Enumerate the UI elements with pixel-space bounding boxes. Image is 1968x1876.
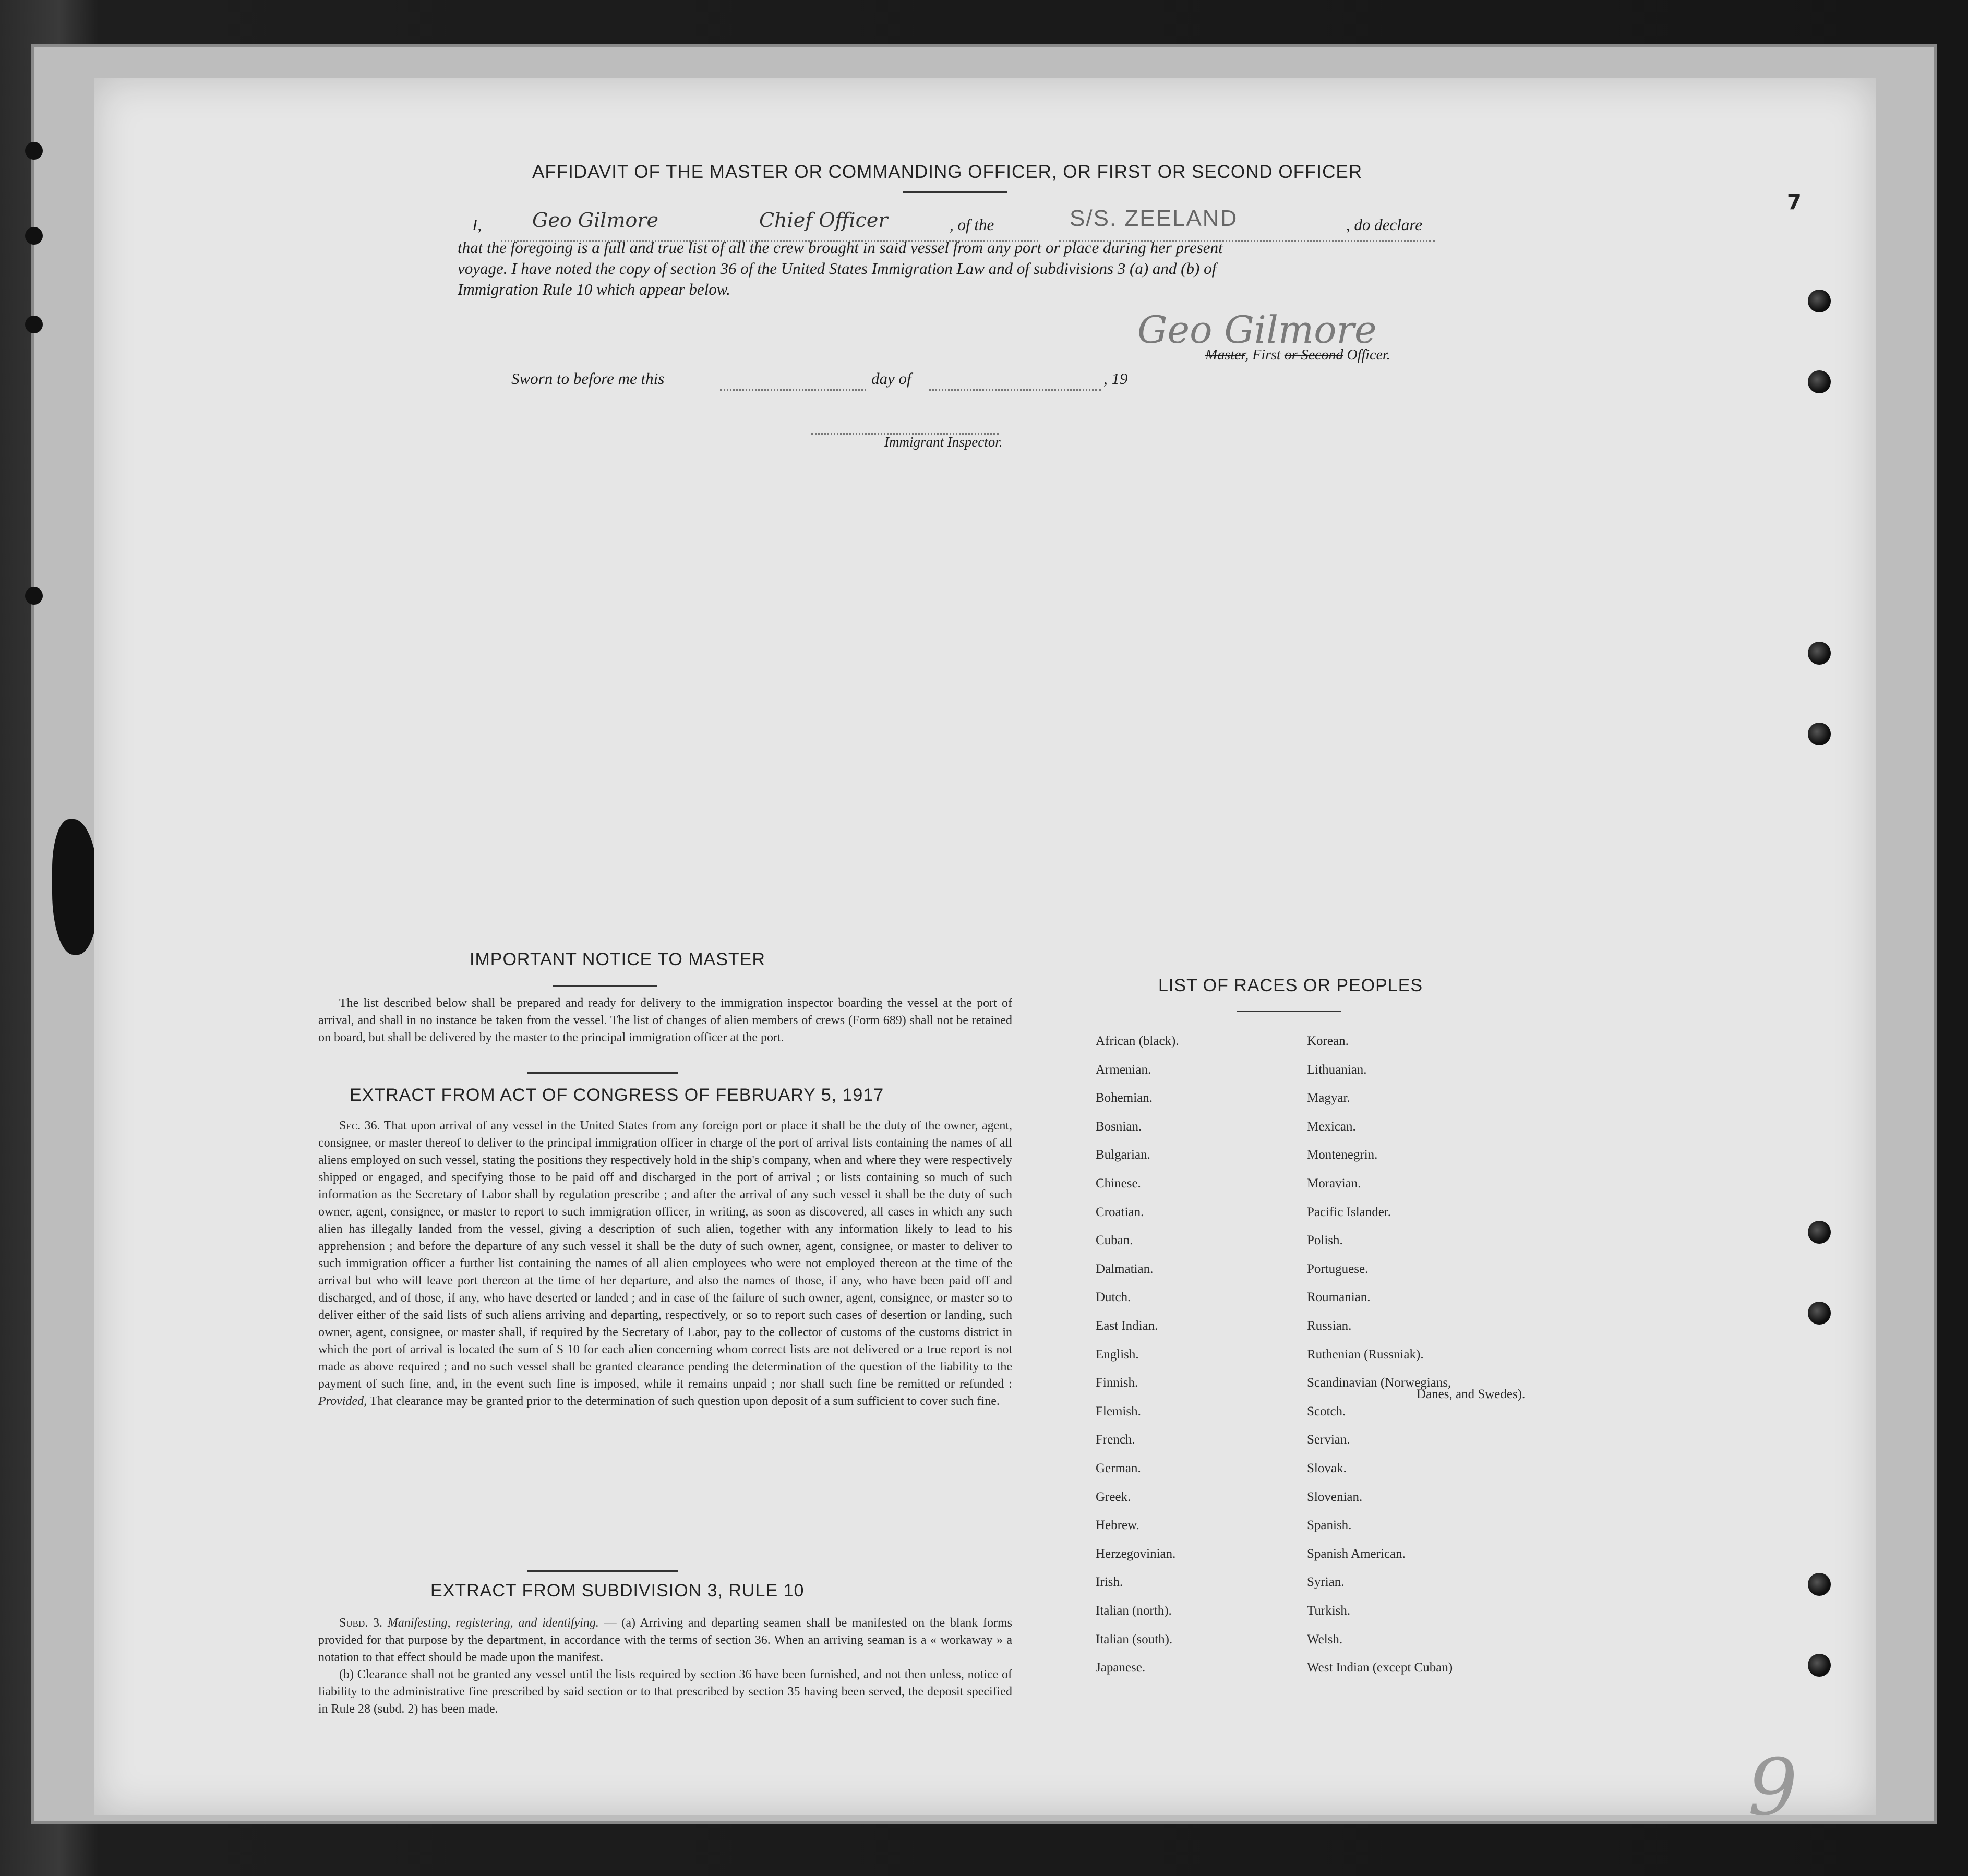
race-item: Slovenian. (1307, 1489, 1363, 1504)
declaration-line: Immigration Rule 10 which appear below. (458, 280, 730, 298)
declarant-prefix: I, (472, 215, 482, 234)
race-item: Russian. (1307, 1319, 1352, 1333)
binder-hole (1808, 1573, 1831, 1596)
race-item: Chinese. (1096, 1176, 1141, 1190)
races-rule (1237, 1011, 1341, 1012)
day-of-label: day of (871, 369, 911, 388)
rule-extract-title: EXTRACT FROM SUBDIVISION 3, RULE 10 (430, 1581, 805, 1601)
caption-first: , First (1245, 347, 1281, 363)
race-item: Scotch. (1307, 1404, 1346, 1418)
rule-para-b (318, 1666, 1012, 1718)
officer-signature: Geo Gilmore (1137, 308, 1377, 352)
vessel-name-stamp: S/S. ZEELAND (1070, 206, 1238, 231)
declaration-body (458, 237, 1579, 300)
race-item: English. (1096, 1347, 1139, 1362)
act-body: That upon arrival of any vessel in the United States from any foreign port or place it shall be the duty of the owner, agent, consignee, or master thereof to deliver to the principal immigration officer in charge of the port of arrival lists containing the names of all aliens employed on such vessel, stating the positions they respectively hold in the ship's company, when and where they were respectively shipped or engaged, and specifying those to be paid off and discharged in the port of arrival ; or lists containing so much of such information as the Secretary of Labor shall by regulation prescribe ; and after the arrival of any such vessel it shall be the duty of such owner, agent, consignee, or master to report to such immigration officer, in writing, as soon as discovered, all cases in which any such alien has illegally landed from the vessel, giving a description of such alien, together with any information likely to lead to his apprehension ; and before the departure of any such vessel it shall be the duty of such owner, agent, consignee, or master to deliver to such immigration officer a further list containing the names of all alien employees who were not employed thereon at the time of the arrival but who will leave port thereon at the time of her departure, and also the names of those, if any, who have been paid off and discharged, and of those, if any, who have deserted or landed ; and in case of the failure of such owner, agent, consignee, or master so to deliver either of the said lists of such aliens arriving and departing, respectively, or so to report such cases of desertion or landing, such owner, agent, consignee, or master shall, if required by the Secretary of Labor, pay to the collector of customs of the customs district in which the port of arrival is located the sum of $ 10 for each alien concerning whom correct lists are not delivered or a true report is not made as above required ; and no such vessel shall be granted clearance pending the determination of the question of the liability to the payment of such fine, and, in the event such fine is imposed, while it remains unpaid ; nor shall such fine be remitted or refunded : (318, 1119, 1013, 1391)
act-end-rule (527, 1570, 678, 1572)
binder-hole (1808, 723, 1831, 745)
rule-para-a (318, 1615, 1012, 1666)
race-item: Lithuanian. (1307, 1062, 1367, 1077)
race-item: Magyar. (1307, 1091, 1350, 1105)
binder-hole (1808, 642, 1831, 665)
act-body-end: That clearance may be granted prior to the determination of such question upon deposit of a sum sufficient to cover such fine. (369, 1394, 1000, 1408)
binder-hole (25, 316, 43, 333)
binder-hole (25, 227, 43, 245)
officer-name-handwritten: Geo Gilmore (532, 209, 659, 232)
rule-b-body: (b) Clearance shall not be granted any vessel until the lists required by section 36 have been furnished, and not then unless, notice of liability to the administrative fine prescribed by said section or to that prescribed by section 35 having been served, the deposit specified in Rule 28 (subd. 2) has been made. (318, 1668, 1012, 1716)
inspector-label: Immigrant Inspector. (884, 434, 1003, 450)
race-item: Korean. (1307, 1034, 1349, 1048)
affidavit-page (94, 78, 1876, 1833)
race-item: Croatian. (1096, 1205, 1144, 1219)
race-item: Cuban. (1096, 1233, 1133, 1248)
race-item: West Indian (except Cuban) (1307, 1661, 1453, 1675)
binder-hole (1808, 290, 1831, 312)
struck-master: Master (1205, 347, 1245, 363)
notice-title: IMPORTANT NOTICE TO MASTER (470, 949, 765, 969)
binder-hole (1808, 1302, 1831, 1325)
race-item: Polish. (1307, 1233, 1343, 1248)
race-item: Spanish. (1307, 1518, 1352, 1533)
race-item: Dutch. (1096, 1290, 1131, 1305)
subd-label: Subd. 3. (339, 1616, 383, 1630)
race-item: Flemish. (1096, 1404, 1141, 1418)
act-extract-title: EXTRACT FROM ACT OF CONGRESS OF FEBRUARY 5, 1917 (350, 1085, 884, 1105)
affidavit-title: AFFIDAVIT OF THE MASTER OR COMMANDING OFFICER, OR FIRST OR SECOND OFFICER (532, 162, 1363, 182)
act-extract-text (318, 1117, 1012, 1410)
sworn-month-line (929, 389, 1101, 391)
race-item: Servian. (1307, 1433, 1350, 1447)
officer-rank-handwritten: Chief Officer (759, 209, 888, 232)
subd-heading: Manifesting, registering, and identifying. (387, 1616, 599, 1630)
race-continuation: Danes, and Swedes). (1417, 1387, 1526, 1401)
race-item: French. (1096, 1433, 1135, 1447)
corner-mark: 7 (1787, 190, 1802, 214)
caption-officer: Officer. (1347, 347, 1390, 363)
race-item: Roumanian. (1307, 1290, 1371, 1305)
rule-a-body: — (a) Arriving and departing seamen shall be manifested on the blank forms provided for that purpose by the department, in accordance with the terms of section 36. When an arriving seaman is a « workaway » a notation to that effect should be made upon the manifest. (318, 1616, 1013, 1664)
race-item: Slovak. (1307, 1461, 1347, 1475)
race-item: German. (1096, 1461, 1141, 1475)
race-item: Bulgarian. (1096, 1148, 1150, 1162)
sworn-day-line (720, 389, 866, 391)
races-title: LIST OF RACES OR PEOPLES (1158, 976, 1423, 995)
notice-rule (553, 985, 657, 987)
race-item: Ruthenian (Russniak). (1307, 1347, 1424, 1362)
race-item: Italian (north). (1096, 1604, 1172, 1618)
race-item: Irish. (1096, 1575, 1123, 1590)
notice-end-rule (527, 1072, 678, 1074)
binder-hole (25, 587, 43, 605)
binder-hole (1808, 1221, 1831, 1244)
race-item: Mexican. (1307, 1119, 1356, 1134)
year-prefix: , 19 (1103, 369, 1128, 388)
race-item: Welsh. (1307, 1632, 1343, 1646)
do-declare-text: , do declare (1346, 215, 1423, 234)
race-item: Hebrew. (1096, 1518, 1139, 1533)
title-rule (903, 191, 1007, 193)
binder-hole (1808, 370, 1831, 393)
rule-extract-text (318, 1615, 1012, 1718)
race-item: Montenegrin. (1307, 1148, 1378, 1162)
notice-text (318, 995, 1012, 1047)
race-item: Bohemian. (1096, 1091, 1153, 1105)
sworn-label: Sworn to before me this (511, 369, 665, 388)
race-item: Turkish. (1307, 1604, 1351, 1618)
race-item: East Indian. (1096, 1319, 1158, 1333)
declaration-line: that the foregoing is a full and true list of all the crew brought in said vessel from any port or place during her present (458, 238, 1223, 257)
of-the-text: , of the (950, 215, 994, 234)
race-item: Syrian. (1307, 1575, 1345, 1590)
sec-label: Sec. 36. (339, 1119, 380, 1133)
race-item: Pacific Islander. (1307, 1205, 1391, 1219)
binder-hole (25, 142, 43, 160)
race-item: Moravian. (1307, 1176, 1361, 1190)
race-item: Portuguese. (1307, 1261, 1369, 1276)
race-item: Italian (south). (1096, 1632, 1173, 1646)
race-item: Spanish American. (1307, 1546, 1406, 1561)
page-number: 9 (1748, 1742, 1798, 1833)
declaration-line: voyage. I have noted the copy of section 36 of the United States Immigration Law and of subdivisions 3 (a) and (b) of (458, 259, 1217, 278)
race-item: Finnish. (1096, 1376, 1138, 1390)
race-item: Scandinavian (Norwegians, (1307, 1376, 1451, 1390)
race-item: Greek. (1096, 1489, 1131, 1504)
race-item: Dalmatian. (1096, 1261, 1154, 1276)
officer-caption (1205, 347, 1390, 364)
race-item: Bosnian. (1096, 1119, 1142, 1134)
notice-body: The list described below shall be prepared and ready for delivery to the immigration inspector boarding the vessel at the port of arrival, and shall in no instance be taken from the vessel. The list of changes of alien members of crews (Form 689) shall not be retained on board, but shall be delivered by the master to the principal immigration officer at the port. (318, 996, 1012, 1044)
binder-hole (1808, 1654, 1831, 1677)
struck-second: or Second (1284, 347, 1343, 363)
race-item: Japanese. (1096, 1661, 1146, 1675)
provided-word: Provided, (318, 1394, 367, 1408)
race-item: African (black). (1096, 1034, 1179, 1048)
race-item: Armenian. (1096, 1062, 1151, 1077)
race-item: Herzegovinian. (1096, 1546, 1176, 1561)
